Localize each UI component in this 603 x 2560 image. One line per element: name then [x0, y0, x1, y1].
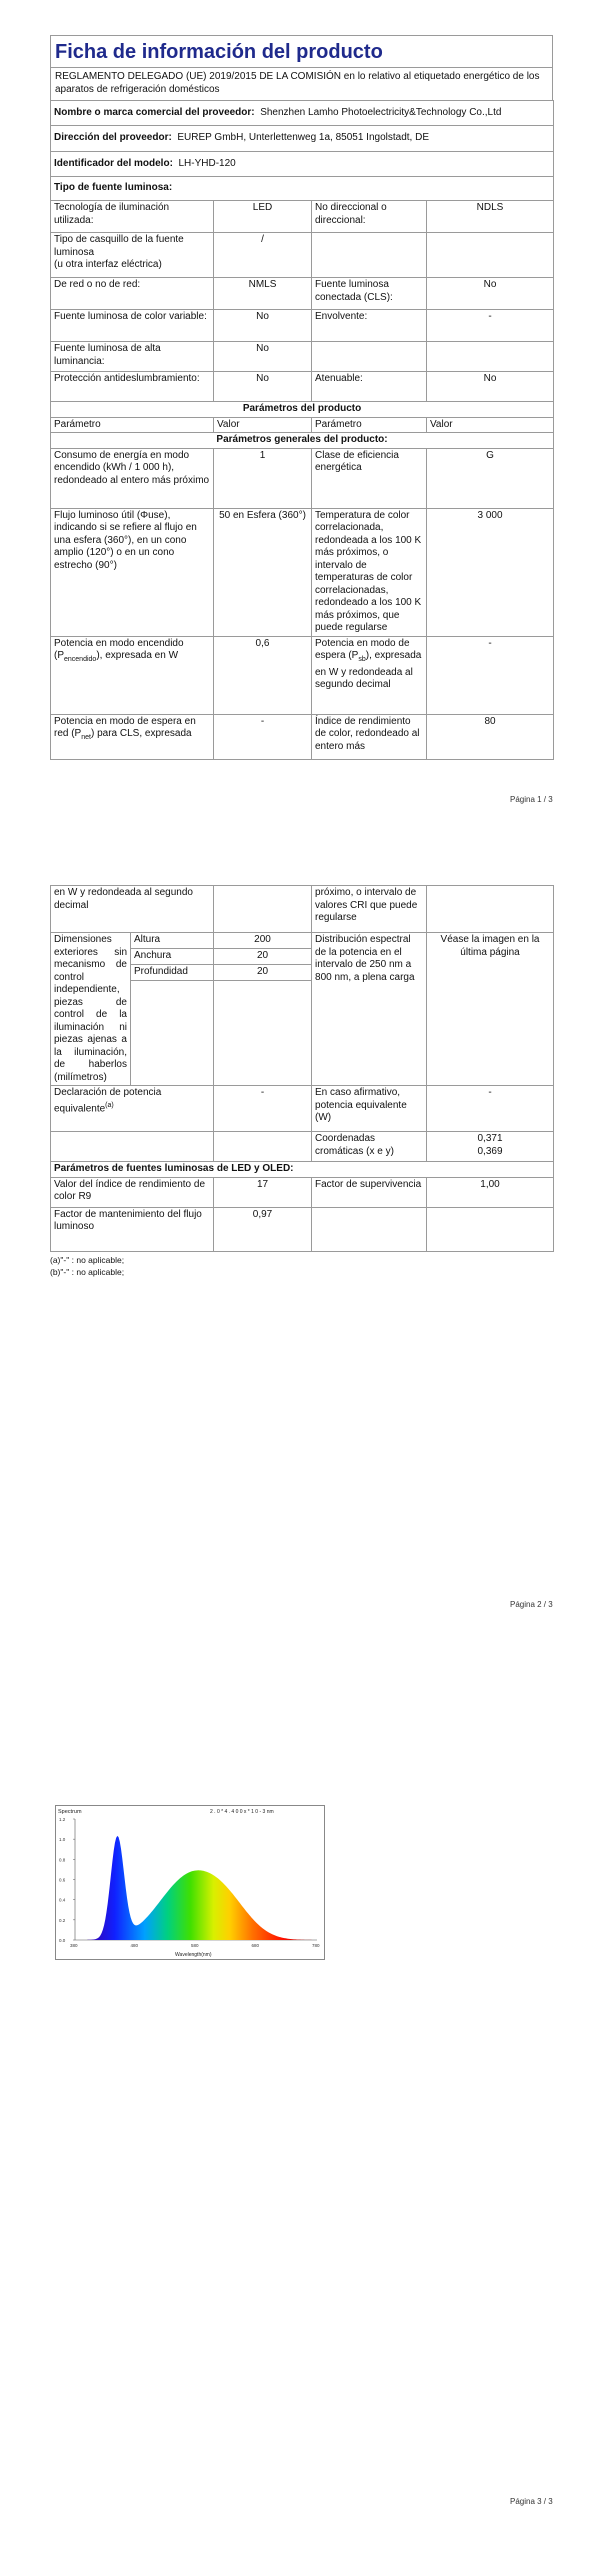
- r9-value: 17: [214, 1177, 312, 1207]
- table-row: [51, 636, 554, 714]
- net-standby-label: [51, 714, 214, 759]
- general-params-title: Parámetros generales del producto:: [51, 433, 554, 449]
- table-row: [51, 508, 554, 636]
- power-on-label: [51, 636, 214, 714]
- tech-label: Tecnología de iluminación utilizada:: [51, 201, 214, 233]
- mains-value: NMLS: [214, 278, 312, 310]
- model-id-value: LH-YHD-120: [178, 158, 236, 169]
- params-section-title: Parámetros del producto: [51, 402, 554, 418]
- page-number: Página 1 / 3: [510, 795, 553, 804]
- empty-cell: [427, 342, 554, 372]
- colour-value: No: [214, 310, 312, 342]
- x-tick-label: 780: [312, 1943, 320, 1948]
- standby-value: -: [427, 636, 554, 714]
- empty-cell: [214, 1132, 312, 1162]
- mains-label: De red o no de red:: [51, 278, 214, 310]
- table-row: [51, 933, 554, 949]
- colour-label: Fuente luminosa de color variable:: [51, 310, 214, 342]
- empty-cell: [427, 233, 554, 278]
- footnote-a: (a)"-" : no aplicable;: [50, 1254, 125, 1265]
- dimmable-value: No: [427, 372, 554, 402]
- standby-label: [312, 636, 427, 714]
- spectrum-chart: [55, 1805, 325, 1960]
- y-tick-label: 1.2: [59, 1817, 66, 1822]
- empty-cell: [312, 1207, 427, 1251]
- efficiency-label: Clase de eficiencia energética: [312, 448, 427, 508]
- supplier-address-label: Dirección del proveedor:: [54, 132, 172, 143]
- energy-label: Consumo de energía en modo encendido (kWh / 1 000 h), redondeado al entero más próximo: [51, 448, 214, 508]
- chroma-x: 0,371: [477, 1133, 503, 1144]
- equiv-footnote-mark: (a): [105, 1101, 114, 1109]
- page-number: Página 2 / 3: [510, 1600, 553, 1609]
- cls-value: No: [427, 278, 554, 310]
- equiv-power-value: -: [427, 1086, 554, 1132]
- table-row: [51, 1177, 554, 1207]
- x-tick-label: 580: [191, 1943, 199, 1948]
- width-value: 20: [214, 948, 312, 964]
- cri-value: 80: [427, 714, 554, 759]
- equiv-value: -: [214, 1086, 312, 1132]
- page-2: [0, 850, 603, 1700]
- table-row: [51, 1207, 554, 1251]
- power-on-subscript: encendido: [64, 656, 97, 663]
- x-tick-label: 480: [130, 1943, 139, 1948]
- maint-label: Factor de mantenimiento del flujo luminoso: [51, 1207, 214, 1251]
- empty-cell: [312, 233, 427, 278]
- col-header-param: Parámetro: [312, 417, 427, 433]
- empty-cell: [427, 886, 554, 933]
- table-row: [51, 342, 554, 372]
- net-standby-label-text: ) para CLS, expresada: [90, 728, 192, 739]
- net-standby-subscript: net: [81, 734, 91, 741]
- y-tick-label: 0.4: [59, 1897, 66, 1903]
- dimmable-label: Atenuable:: [312, 372, 427, 402]
- power-on-label-text: ), expresada en W: [96, 650, 179, 661]
- net-standby-value: -: [214, 714, 312, 759]
- table-row: [51, 101, 554, 126]
- width-label: Anchura: [131, 948, 214, 964]
- page-3: [0, 1700, 603, 2560]
- col-header-param: Parámetro: [51, 417, 214, 433]
- energy-value: 1: [214, 448, 312, 508]
- survival-value: 1,00: [427, 1177, 554, 1207]
- table-row: [51, 1086, 554, 1132]
- model-id-label: Identificador del modelo:: [54, 158, 173, 169]
- table-row: [51, 233, 554, 278]
- spectrum-label: Distribución espectral de la potencia en el intervalo de 250 nm a 800 nm, a plena carga: [312, 933, 427, 1086]
- col-header-value: Valor: [214, 417, 312, 433]
- cls-label: Fuente luminosa conectada (CLS):: [312, 278, 427, 310]
- supplier-address-value: EUREP GmbH, Unterlettenweg 1a, 85051 Ingolstadt, DE: [177, 132, 429, 143]
- x-tick-label: 680: [251, 1943, 260, 1948]
- standby-subscript: sb: [358, 656, 366, 663]
- table-row: [51, 310, 554, 342]
- table-row: [51, 372, 554, 402]
- page-number: Página 3 / 3: [510, 2497, 553, 2506]
- flux-label: Flujo luminoso útil (Φuse), indicando si se refiere al flujo en una esfera (360°), en un cono amplio (120°) o en un cono estrecho (90°): [51, 508, 214, 636]
- empty-cell: [131, 980, 214, 1085]
- equiv-label-text: Declaración de potencia equivalente: [54, 1087, 162, 1114]
- x-axis-label: Wavelength(nm): [175, 1952, 212, 1958]
- glare-value: No: [214, 372, 312, 402]
- supplier-name-cell: [51, 101, 554, 126]
- empty-cell: [312, 342, 427, 372]
- chroma-y: 0,369: [477, 1145, 503, 1157]
- table-row: [51, 177, 554, 201]
- product-info-sheet: [50, 35, 553, 760]
- empty-cell: [214, 886, 312, 933]
- supplier-address-cell: [51, 126, 554, 152]
- col-header-value: Valor: [427, 417, 554, 433]
- cap-label: Tipo de casquillo de la fuente luminosa: [54, 234, 184, 258]
- power-on-label-text: Potencia en modo encendido (P: [54, 637, 184, 661]
- empty-cell: [51, 1132, 214, 1162]
- supplier-name-value: Shenzhen Lamho Photoelectricity&Technology Co.,Ltd: [260, 107, 502, 118]
- table-row: [51, 417, 554, 433]
- height-label: Altura: [131, 933, 214, 949]
- cri-cont: próximo, o intervalo de valores CRI que puede regularse: [312, 886, 427, 933]
- page-1: [0, 0, 603, 850]
- y-tick-label: 0.0: [59, 1938, 66, 1943]
- table-row: [51, 278, 554, 310]
- page-title: Ficha de información del producto: [50, 35, 553, 67]
- survival-label: Factor de supervivencia: [312, 1177, 427, 1207]
- table-row: [51, 886, 554, 933]
- depth-label: Profundidad: [131, 964, 214, 980]
- tech-value: LED: [214, 201, 312, 233]
- cct-value: 3 000: [427, 508, 554, 636]
- direction-value: NDLS: [427, 201, 554, 233]
- cap-value: /: [214, 233, 312, 278]
- power-on-value: 0,6: [214, 636, 312, 714]
- cap-cell: [51, 233, 214, 278]
- product-info-sheet-cont: [50, 885, 553, 1278]
- empty-cell: [427, 1207, 554, 1251]
- net-standby-cont: en W y redondeada al segundo decimal: [51, 886, 214, 933]
- equiv-label: [51, 1086, 214, 1132]
- height-value: 200: [214, 933, 312, 949]
- envelope-label: Envolvente:: [312, 310, 427, 342]
- r9-label: Valor del índice de rendimiento de color R9: [51, 1177, 214, 1207]
- table-row: [51, 433, 554, 449]
- sheet-table-p2: [50, 885, 554, 1252]
- glare-label: Protección antideslumbramiento:: [51, 372, 214, 402]
- model-id-cell: [51, 152, 554, 177]
- y-tick-label: 0.6: [59, 1877, 66, 1883]
- standby-label-text: ), expresada en W y redondeada al segundo decimal: [315, 650, 422, 690]
- table-row: [51, 152, 554, 177]
- spectrum-chart-svg: [55, 1805, 325, 1960]
- envelope-value: -: [427, 310, 554, 342]
- table-row: [51, 201, 554, 233]
- source-type-title: Tipo de fuente luminosa:: [51, 177, 554, 201]
- dims-label: Dimensiones exteriores sin mecanismo de control independiente, piezas de control de la iluminación ni piezas ajenas a la iluminación, de haberlos (milímetros): [51, 933, 131, 1086]
- empty-cell: [214, 980, 312, 1085]
- table-row: [51, 1162, 554, 1178]
- y-tick-label: 1.0: [59, 1837, 66, 1843]
- efficiency-value: G: [427, 448, 554, 508]
- flux-value: 50 en Esfera (360°): [214, 508, 312, 636]
- footnote-b: (b)"-" : no aplicable;: [50, 1266, 125, 1277]
- cri-label: Índice de rendimiento de color, redondeado al entero más: [312, 714, 427, 759]
- high-lum-value: No: [214, 342, 312, 372]
- spectrum-value: Véase la imagen en la última página: [427, 933, 554, 1086]
- x-tick-label: 380: [70, 1943, 78, 1948]
- maint-value: 0,97: [214, 1207, 312, 1251]
- chroma-label: Coordenadas cromáticas (x e y): [312, 1132, 427, 1162]
- standby-label-text: Potencia en modo de espera (P: [315, 637, 410, 661]
- supplier-name-label: Nombre o marca comercial del proveedor:: [54, 107, 255, 118]
- regulation-text: REGLAMENTO DELEGADO (UE) 2019/2015 DE LA COMISIÓN en lo relativo al etiquetado energético de los aparatos de refrigeración domésticos: [50, 67, 553, 100]
- cct-label: Temperatura de color correlacionada, redondeada a los 100 K más próximos, o intervalo de temperaturas de color correlacionadas, redondeado a los 100 K más próximos, que puede regularse: [312, 508, 427, 636]
- sheet-table-p1: [50, 100, 554, 760]
- high-lum-label: Fuente luminosa de alta luminancia:: [51, 342, 214, 372]
- table-row: [51, 1132, 554, 1162]
- y-tick-label: 0.2: [59, 1917, 66, 1923]
- led-params-title: Parámetros de fuentes luminosas de LED y OLED:: [51, 1162, 554, 1178]
- depth-value: 20: [214, 964, 312, 980]
- table-row: [51, 714, 554, 759]
- table-row: [51, 402, 554, 418]
- net-standby-label-text: Potencia en modo de espera en red (P: [54, 715, 196, 739]
- cap-note: (u otra interfaz eléctrica): [54, 259, 162, 270]
- table-row: [51, 126, 554, 152]
- chart-header-right: 2 . 0 * 4 . 4 0 0 x * 1 0 - 3 nm: [210, 1809, 274, 1815]
- y-tick-label: 0.8: [59, 1857, 66, 1863]
- direction-label: No direccional o direccional:: [312, 201, 427, 233]
- equiv-power-label: En caso afirmativo, potencia equivalente (W): [312, 1086, 427, 1132]
- chart-header-left: Spectrum: [58, 1809, 82, 1815]
- chroma-value: [427, 1132, 554, 1162]
- table-row: [51, 448, 554, 508]
